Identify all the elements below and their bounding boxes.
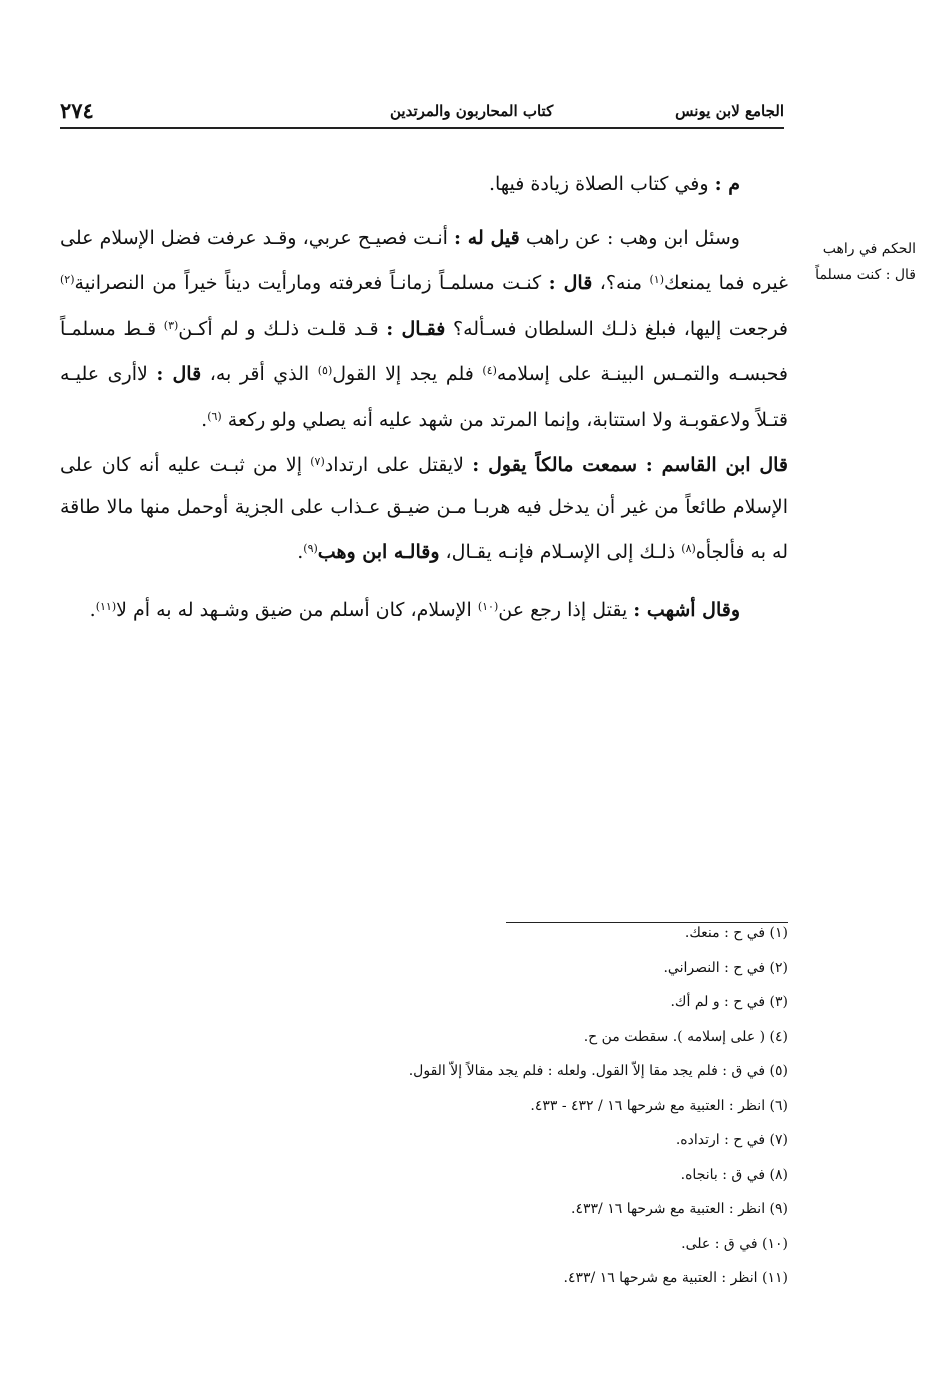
text-run: كنـت مسلمـاً زمانـاً فعرفته ومارأيت ديناً خيراً من النصرانية [74,272,549,294]
footnote: (١) في ح : منعك. [684,925,788,941]
text-run: فرجعت إليها، فبلغ ذلـك السلطان فسـأله؟ [445,317,789,340]
paragraph-2 [60,218,788,442]
text-run: الإسلام، كان أسلم من ضيق وشـهد له به أم لا [116,598,478,621]
text-run: منه؟، [592,272,650,294]
footnote-ref[interactable]: (٤) [482,364,497,377]
margin-note-line: الحكم في راهب [822,241,916,257]
text-run: قـط مسلمـاً فحبسـه والتمـس البينـة على إسلامه [60,317,788,385]
text-run: الذي أقر به، [201,363,318,385]
bold-run: قال : [548,272,593,294]
book-title: الجامع لابن يونس [675,102,784,120]
header-rule [60,127,784,129]
footnote: (١١) انظر : العتبية مع شرحها ١٦ /٤٣٣. [563,1270,788,1286]
footnote-ref[interactable]: (١٠) [477,599,499,613]
footnote-ref[interactable]: (١) [649,273,664,286]
margin-note [798,236,916,288]
footnote: (٧) في ح : ارتداده. [675,1132,788,1148]
speaker-label: م : [714,173,740,195]
footnote: (٤) ( على إسلامه ). سقطت من ح. [583,1028,788,1045]
bold-run: قال ابن القاسم : سمعت مالكاً يقول : [472,454,789,476]
text-run: لاأرى عليـه قتـلاً ولاعقوبـة ولا استتابة، وإنما المرتد من شهد عليه أنه يصلي ولو ركعة [60,363,788,431]
text-run: يقتل إذا رجع عن [498,598,634,621]
paragraph-4 [60,586,788,632]
text-run: . [89,598,96,621]
main-text [60,164,788,631]
footnote-ref[interactable]: (٢) [60,273,75,286]
text-run: إلا من ثبـت عليه أنه كان على الإسلام طائعاً من غير أن يدخل فيه هربـا مـن ضيـق عـذاب على الجزية أوحمل منها مالا طاقة له به فألجأه [60,454,788,563]
chapter-title: كتاب المحاربون والمرتدين [390,102,554,120]
paragraph-1 [60,164,788,206]
text-run: . [297,541,304,563]
text-run: لايقتل على ارتداد [324,454,473,476]
footnote-ref[interactable]: (٣) [163,318,179,332]
footnote: (٣) في ح : و لم أك. [670,994,788,1010]
bold-run: فقـال : [386,317,446,340]
text-run: فلم يجد إلا القول [332,363,483,385]
paragraph-3 [60,441,788,574]
running-header [60,96,784,130]
footnote-ref[interactable]: (٧) [310,455,325,468]
footnote: (٨) في ق : بانجاه. [680,1166,788,1183]
footnotes [260,916,788,1296]
text-run: وسئل ابن وهب : عن راهب [519,226,740,249]
footnote: (١٠) في ق : على. [681,1235,788,1252]
text-run: قـد قلـت ذلـك و لم أكـن [178,317,387,340]
footnote-ref[interactable]: (٥) [317,364,333,377]
footnote-ref[interactable]: (١١) [95,599,117,613]
margin-note-line: قال : كنت مسلماً [815,267,916,283]
text-run: . [201,408,208,431]
footnote-ref[interactable]: (٦) [207,409,222,423]
bold-run: وقالـه ابن وهب [317,541,440,563]
footnote-ref[interactable]: (٩) [303,542,318,555]
text-run: ذلـك إلى الإسـلام فإنـه يقـال، [439,541,682,563]
footnote: (٢) في ح : النصراني. [663,959,788,976]
footnote: (٩) انظر : العتبية مع شرحها ١٦ /٤٣٣. [571,1201,788,1217]
text-run: أنـت فصيـح عربي، وقـد عرفت فضل الإسلام على غيره فما يمنعك [60,226,788,294]
bold-run: قيل له : [454,226,520,249]
page-number: ٢٧٤ [60,98,94,123]
footnote: (٥) في ق : فلم يجد مقا إلاّ القول. ولعله : فلم يجد مقالاً إلاّ القول. [408,1063,788,1079]
footnote-ref[interactable]: (٨) [681,542,696,555]
paragraph-text: وفي كتاب الصلاة زيادة فيها. [488,173,715,195]
bold-run: وقال أشهب : [633,598,740,621]
footnote: (٦) انظر : العتبية مع شرحها ١٦ / ٤٣٢ - ٤٣٣. [530,1097,788,1114]
bold-run: قال : [156,363,202,385]
